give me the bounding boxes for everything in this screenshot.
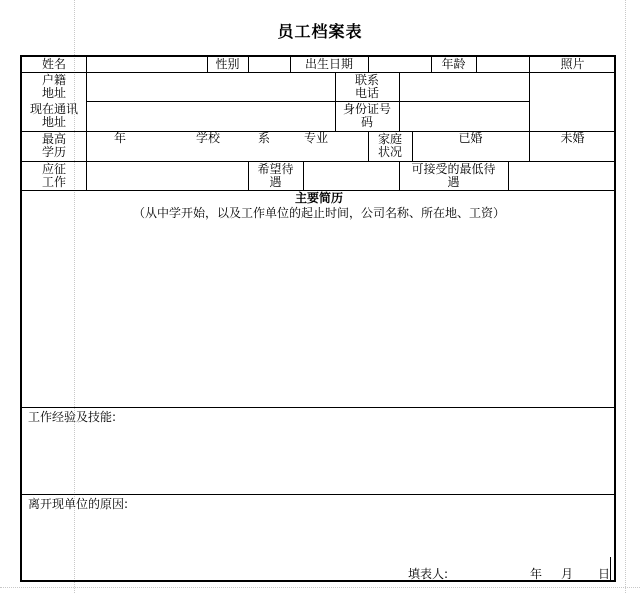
gender-label: 性别 [215,57,240,71]
page-guide [625,0,626,593]
dept-label: 系 [257,130,270,145]
resume-heading: 主要简历 [294,190,343,205]
position-label: 应征 工作 [41,161,66,189]
minimum-pay-label: 可接受的最低待 遇 [411,161,496,189]
photo-label: 照片 [560,57,585,71]
resume-note: （从中学开始，以及工作单位的起止时间，公司名称、所在地、工资） [132,206,505,220]
education-label: 最高 学历 [41,132,66,159]
year-label: 年 [113,130,126,145]
page-guide [0,587,640,588]
family-status-label: 家庭 状况 [377,132,402,159]
skills-label: 工作经验及技能: [28,409,117,424]
form-frame [20,55,616,582]
married-option: 已婚 [458,130,483,145]
birth-date-label: 出生日期 [304,57,353,71]
unmarried-option: 未婚 [560,130,585,145]
footer-month: 月 [561,566,574,581]
current-address-label: 现在通讯 地址 [29,102,78,129]
footer-day: 日 [598,566,611,581]
expected-pay-label: 希望待 遇 [257,161,294,189]
form-title: 员工档案表 [277,22,363,41]
contact-phone-label: 联系 电话 [354,72,379,100]
household-address-label: 户籍 地址 [41,72,66,100]
filled-by-label: 填表人: [408,566,449,581]
name-label: 姓名 [41,57,66,71]
reason-label: 离开现单位的原因: [28,496,129,511]
school-label: 学校 [195,130,220,145]
major-label: 专业 [303,130,328,145]
age-label: 年龄 [441,57,466,71]
footer-year: 年 [530,566,543,581]
id-number-label: 身份证号 码 [342,102,391,129]
